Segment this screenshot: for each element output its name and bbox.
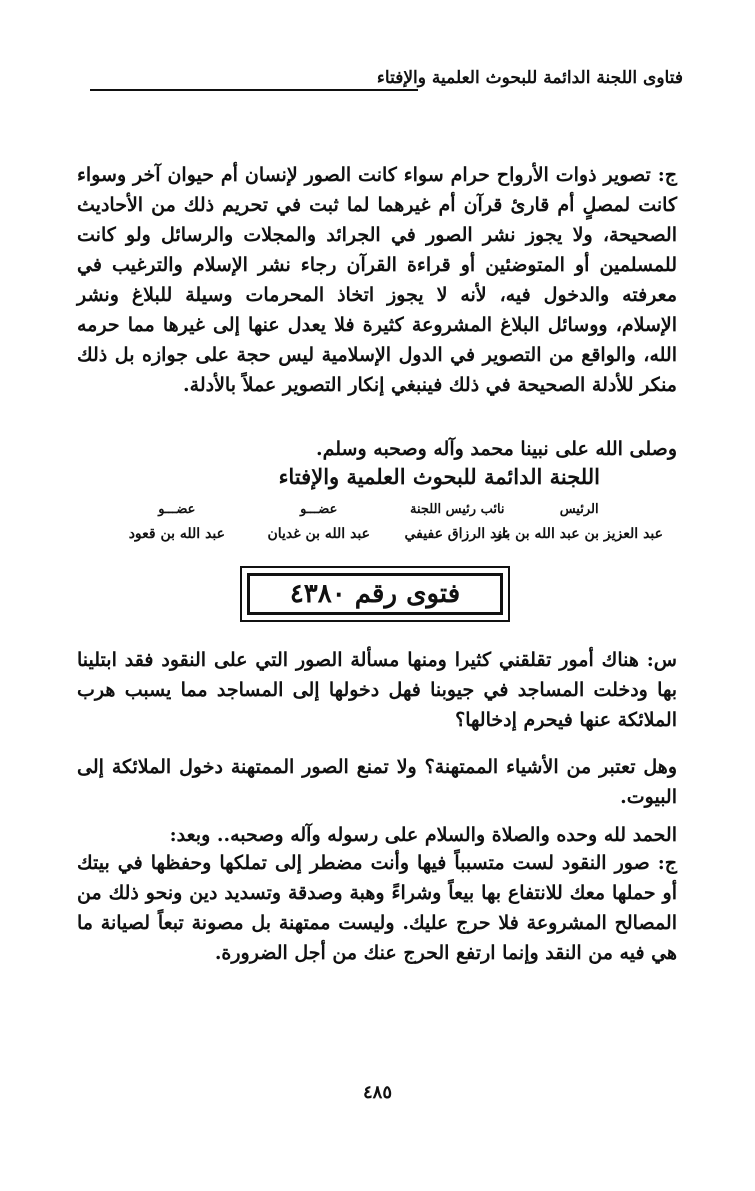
signatory-name: عبد الله بن غديان <box>267 526 370 542</box>
signatory-name: عبد الرزاق عفيفي <box>404 526 510 542</box>
answer-text: ج: صور النقود لست متسبباً فيها وأنت مضطر إلى تملكها وحفظها في بيتك أو حملها معك للانتفاع بها بيعاً وشراءً وهبة وصدقة وتسديد دين ونحو ذلك من المصالح المشروعة فلا حرج عليك. وليست ممتهنة بل مصونة تبعاً لصيانة ما هي فيه من النقد وإنما ارتفع الحرج عنك من أجل الضرورة. <box>77 852 678 964</box>
page-number: ٤٨٥ <box>362 1082 392 1103</box>
signatory-role: عضـــو <box>158 502 196 517</box>
running-header: فتاوى اللجنة الدائمة للبحوث العلمية والإفتاء <box>376 68 683 88</box>
signatory-name: عبد العزيز بن عبد الله بن باز <box>495 526 663 542</box>
question-text: س: هناك أمور تقلقني كثيرا ومنها مسألة الصور التي على النقود فقد ابتلينا بها ودخلت المساجد في جيوبنا فهل دخولها إلى المساجد مما يسبب هرب الملائكة عنها فيحرم إدخالها؟ <box>77 649 677 731</box>
signatory-member-1 <box>267 500 370 544</box>
previous-answer-text: ج: تصوير ذوات الأرواح حرام سواء كانت الصور لإنسان أم حيوان آخر وسواء كانت لمصلٍ أم قارئ قرآن أم غيرهما لما ثبت في تحريم ذلك من الأحاديث الصحيحة، ولا يجوز نشر الصور في الجرائد والمجلات والرسائل ولو كانت للمسلمين أو المتوضئين أو قراءة القرآن رجاء نشر الإسلام والترغيب في معرفته والدخول فيه، لأنه لا يجوز اتخاذ المحرمات وسيلة للبلاغ ونشر الإسلام، ووسائل البلاغ المشروعة كثيرة فلا يعدل عنها إلى غيرها مما حرمه الله، والواقع من التصوير في الدول الإسلامية ليس حجة على جوازه بل ذلك منكر للأدلة الصحيحة في ذلك فينبغي إنكار التصوير عملاً بالأدلة. <box>77 164 677 396</box>
fatwa-title: فتوى رقم ٤٣٨٠ <box>247 573 503 615</box>
signatory-role: عضـــو <box>300 502 338 517</box>
fatwa-title-box <box>240 566 510 622</box>
header-rule <box>90 89 418 91</box>
closing-prayer: وصلى الله على نبينا محمد وآله وصحبه وسلم. <box>316 438 677 460</box>
signatory-member-2 <box>129 500 225 544</box>
signatory-president <box>495 500 663 544</box>
question-followup-text: وهل تعتبر من الأشياء الممتهنة؟ ولا تمنع الصور الممتهنة دخول الملائكة إلى البيوت. <box>77 756 677 808</box>
signatory-name: عبد الله بن قعود <box>128 526 225 542</box>
signatory-vice-president <box>405 500 510 544</box>
signatory-role: الرئيس <box>559 502 599 517</box>
committee-name: اللجنة الدائمة للبحوث العلمية والإفتاء <box>278 464 600 489</box>
answer-preamble: الحمد لله وحده والصلاة والسلام على رسوله وآله وصحبه.. وبعد: <box>169 824 677 846</box>
signatory-role: نائب رئيس اللجنة <box>409 502 505 517</box>
